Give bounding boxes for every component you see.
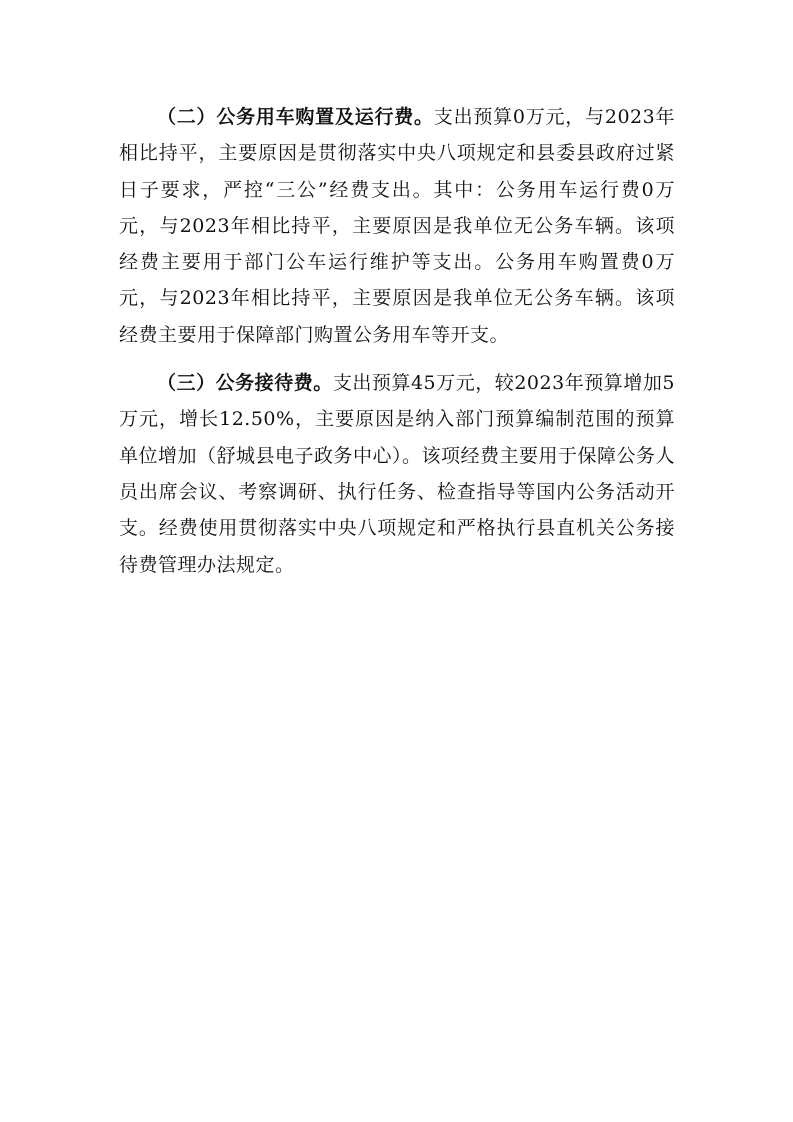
document-page bbox=[119, 99, 675, 595]
section-body: 支出预算0万元，与2023年相比持平，主要原因是贯彻落实中央八项规定和县委县政府过紧日子要求，严控“三公”经费支出。其中：公务用车运行费0万元，与2023年相比持平，主要原因是我单位无公务车辆。该项经费主要用于部门公车运行维护等支出。公务用车购置费0万元，与2023年相比持平，主要原因是我单位无公务车辆。该项经费主要用于保障部门购置公务用车等开支。 bbox=[119, 106, 675, 346]
section-heading: （三）公务接待费。 bbox=[157, 372, 333, 395]
section-reception-costs bbox=[119, 365, 675, 583]
section-vehicle-costs bbox=[119, 99, 675, 353]
section-body: 支出预算45万元，较2023年预算增加5万元，增长12.50%，主要原因是纳入部门预算编制范围的预算单位增加（舒城县电子政务中心）。该项经费主要用于保障公务人员出席会议、考察调研、执行任务、检查指导等国内公务活动开支。经费使用贯彻落实中央八项规定和严格执行县直机关公务接待费管理办法规定。 bbox=[119, 372, 676, 576]
section-heading: （二）公务用车购置及运行费。 bbox=[157, 106, 434, 128]
